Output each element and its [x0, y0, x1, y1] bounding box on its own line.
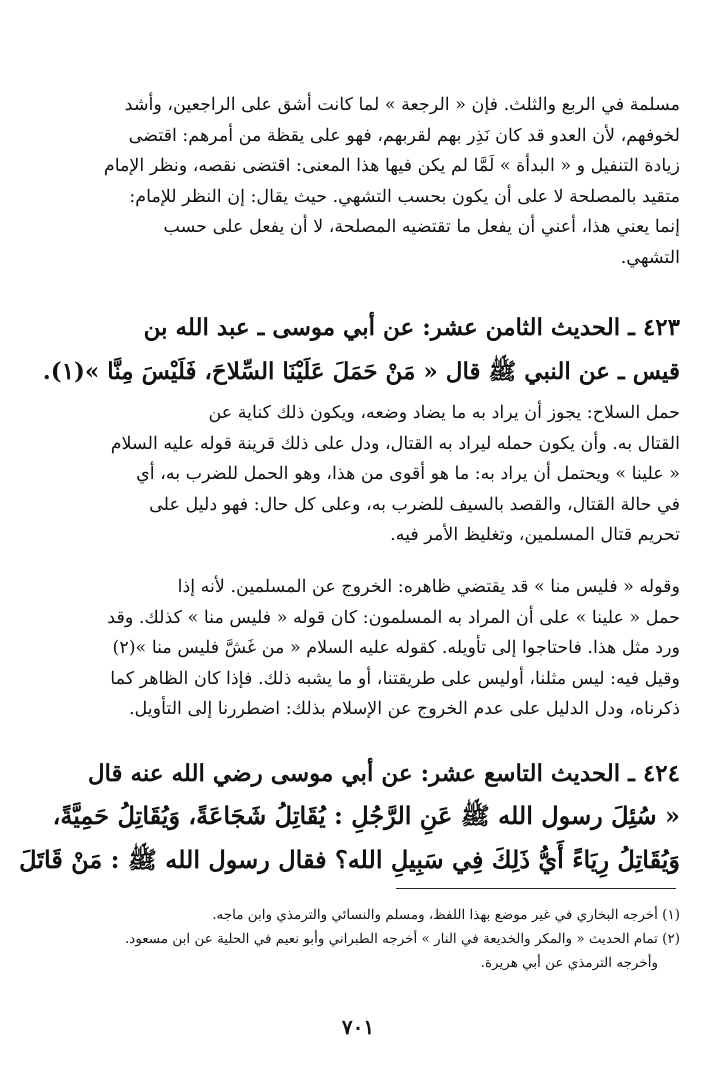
text-line: ذكرناه، ودل الدليل على عدم الخروج عن الإسلام بذلك: اضطررنا إلى التأويل. — [128, 699, 680, 719]
heading-line: ٤٢٤ ـ الحديث التاسع عشر: عن أبي موسى رضي الله عنه قال — [87, 760, 680, 787]
footnote-divider — [396, 888, 676, 889]
footnote-line: (٢) تمام الحديث « والمكر والخديعة في النار » أخرجه الطبراني وأبو نعيم في الحلية عن ابن مسعود. — [125, 931, 680, 947]
text-line: وقيل فيه: ليس مثلنا، أوليس على طريقتنا، أو ما يشبه ذلك. فإذا كان الظاهر كما — [110, 668, 680, 689]
text-line: القتال به. وأن يكون حمله ليراد به القتال، ودل على ذلك قرينة قوله عليه السلام — [110, 433, 680, 454]
hadith-line: « سُئِلَ رسول الله ﷺ عَنِ الرَّجُلِ : يُقَاتِلُ شَجَاعَةً، وَيُقَاتِلُ حَمِيَّةً، — [52, 801, 680, 830]
commentary-paragraph — [96, 572, 680, 725]
text-line: في حالة القتال، والقصد بالسيف للضرب به، وعلى كل حال: فهو دليل على — [149, 494, 680, 515]
text-line: مسلمة في الربع والثلث. فإن « الرجعة » لما كانت أشق على الراجعين، وأشد — [124, 95, 680, 115]
text-line: تحريم قتال المسلمين، وتغليظ الأمر فيه. — [390, 525, 680, 545]
hadith-line: وَيُقَاتِلُ رِيَاءً أَيُّ ذَلِكَ فِي سَبِيلِ الله؟ فقال رسول الله ﷺ : مَنْ قَاتَلَ — [19, 845, 680, 874]
hadith-424-text — [19, 794, 680, 882]
text-line: حمل السلاح: يجوز أن يراد به ما يضاد وضعه، ويكون ذلك كناية عن — [208, 403, 680, 423]
text-line: لخوفهم، لأن العدو قد كان نَذِر بهم لقربهم، فهو على يقظة من أمرهم: اقتضى — [128, 125, 680, 146]
text-line: وقوله « فليس منا » قد يقتضي ظاهره: الخروج عن المسلمين. لأنه إذا — [177, 577, 680, 597]
text-line: « علينا » ويحتمل أن يراد به: ما هو أقوى من هذا، وهو الحمل للضرب به، أي — [136, 464, 680, 484]
text-line: متقيد بالمصلحة لا على أن يكون بحسب التشهي. حيث يقال: إن النظر للإمام: — [129, 186, 680, 207]
footnote-line: وأخرجه الترمذي عن أبي هريرة. — [480, 955, 658, 971]
hadith-424-heading — [87, 752, 680, 796]
text-line: ورد مثل هذا. فاحتاجوا إلى تأويله. كقوله عليه السلام « من غَشَّ فليس منا »(٢) — [112, 638, 680, 658]
text-line: التشهي. — [620, 247, 680, 268]
heading-line: قيس ـ عن النبي ﷺ قال « مَنْ حَمَلَ عَلَيْنَا السِّلاحَ، فَلَيْسَ مِنَّا »(١). — [42, 358, 680, 385]
footnotes — [96, 903, 680, 975]
text-line: إنما يعني هذا، أعني أن يفعل ما تقتضيه المصلحة، لا أن يفعل على حسب — [163, 217, 680, 237]
text-line: زيادة التنفيل و « البدأة » لَمَّا لم يكن فيها هذا المعنى: اقتضى نقصه، ونظر الإمام — [103, 156, 680, 176]
text-line: حمل « علينا » على أن المراد به المسلمون: كان قوله « فليس منا » كذلك. وقد — [107, 607, 680, 628]
paragraph-continuation — [96, 90, 680, 273]
hadith-423-heading — [42, 306, 680, 394]
heading-line: ٤٢٣ ـ الحديث الثامن عشر: عن أبي موسى ـ عبد الله بن — [143, 314, 680, 341]
page-number: ٧٠١ — [341, 1015, 375, 1039]
commentary-paragraph — [96, 398, 680, 551]
footnote-line: (١) أخرجه البخاري في غير موضع بهذا اللفظ، ومسلم والنسائي والترمذي وابن ماجه. — [212, 907, 680, 923]
